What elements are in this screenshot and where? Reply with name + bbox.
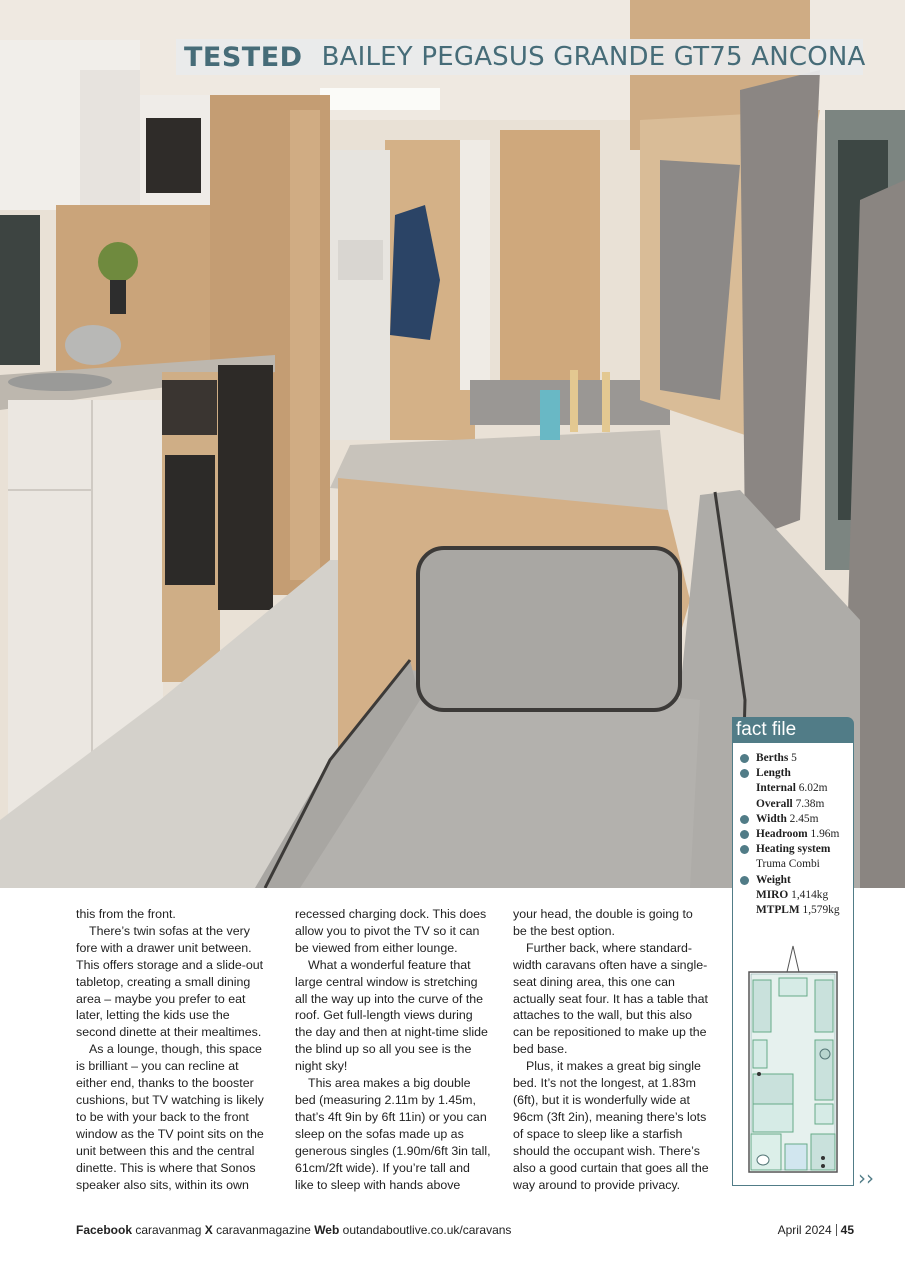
fact-value: 5 [791, 752, 797, 764]
paragraph: Further back, where standard-width caravans often have a single-seat dining area, this one can actually seat four. It has a table that attaches to the wall, but this also can be repositioned to make up the bed base. [513, 940, 708, 1057]
fact-label: Length [756, 767, 791, 780]
article-column-2 [295, 906, 491, 1193]
fact-file-panel [732, 717, 854, 1187]
fact-berths [739, 751, 853, 766]
continue-arrows-icon: ›› [858, 1166, 874, 1190]
paragraph: What a wonderful feature that large central window is stretching all the way up into the curve of the roof. Get full-length views during the day and then at night-time slide the blind up so all you see is the night sky! [295, 957, 488, 1074]
fact-label: Width [756, 812, 787, 825]
bullet-icon [740, 754, 749, 763]
fact-value: 7.38m [795, 797, 825, 810]
footer-divider [836, 1224, 837, 1236]
article-column-1 [76, 906, 272, 1193]
headline-banner [176, 39, 866, 75]
paragraph: recessed charging dock. This does allow you to pivot the TV so it can be viewed from either lounge. [295, 907, 487, 955]
page-number: 45 [840, 1223, 854, 1237]
paragraph: There’s twin sofas at the very fore with a drawer unit between. This offers storage and a slide-out tabletop, creating a small dining area – maybe you prefer to eat later, letting the kids use the second dinette at their mealtimes. [76, 923, 264, 1040]
fact-length [739, 766, 853, 812]
paragraph: This area makes a big double bed (measuring 2.11m by 1.45m, that’s 4ft 9in by 6ft 11in) or you can sleep on the sofas made up as generous singles (1.90m/6ft 3in tall, 61cm/2ft wide). If you’re tall and like to sleep with hands above [295, 1076, 491, 1192]
bullet-icon [740, 876, 749, 885]
paragraph: this from the front. [76, 907, 176, 921]
headline-model: BAILEY PEGASUS GRANDE GT75 ANCONA [321, 42, 866, 72]
facebook-handle: caravanmag [135, 1223, 202, 1237]
fact-list [739, 751, 853, 918]
fact-value: 1.96m [810, 828, 840, 841]
fact-label: MTPLM [756, 904, 800, 917]
fact-file-box [732, 743, 854, 1186]
paragraph: your head, the double is going to be the best option. [513, 907, 693, 938]
fact-weight [739, 873, 853, 919]
paragraph: As a lounge, though, this space is brilliant – you can recline at either end, thanks to the booster cushions, but TV watching is likely to be with your back to the front window as the TV point sits on the unit between this and the central dinette. This is where that Sonos speaker also sits, within its own [76, 1042, 264, 1192]
bullet-icon [740, 815, 749, 824]
fact-label: Berths [756, 752, 789, 764]
x-label: X [204, 1223, 213, 1237]
issue-date: April 2024 [777, 1223, 832, 1237]
fact-headroom [739, 827, 853, 842]
fact-value: Truma Combi [756, 858, 820, 871]
fact-heating [739, 842, 853, 872]
fact-width [739, 812, 853, 827]
fact-label: Internal [756, 782, 796, 795]
fact-label: Headroom [756, 828, 808, 841]
fact-label: Overall [756, 797, 793, 810]
footer-social [76, 1223, 511, 1237]
fact-file-title: fact file [732, 717, 854, 743]
fact-value: 6.02m [798, 782, 828, 795]
fact-label: MIRO [756, 888, 789, 901]
bullet-icon [740, 769, 749, 778]
fact-label: Weight [756, 873, 791, 886]
x-handle: caravanmagazine [216, 1223, 311, 1237]
paragraph: Plus, it makes a great big single bed. It’s not the longest, at 1.83m (6ft), but it is wonderfully wide at 96cm (3ft 2in), meaning there’s lots of space to sleep like a starfish should the occupant wish. There’s also a good curtain that goes all the way around to provide privacy. [513, 1059, 709, 1192]
fact-value: 1,414kg [791, 888, 829, 901]
fact-value: 1,579kg [802, 904, 840, 917]
web-url: outandaboutlive.co.uk/caravans [342, 1223, 512, 1237]
footer-issue [778, 1223, 854, 1237]
web-label: Web [314, 1223, 340, 1237]
bullet-icon [740, 845, 749, 854]
tested-tag: TESTED [184, 41, 303, 73]
floor-plan-diagram [739, 944, 847, 1180]
article-column-3 [513, 906, 709, 1193]
bullet-icon [740, 830, 749, 839]
facebook-label: Facebook [76, 1223, 133, 1237]
fact-value: 2.45m [789, 812, 819, 825]
fact-label: Heating system [756, 843, 831, 856]
